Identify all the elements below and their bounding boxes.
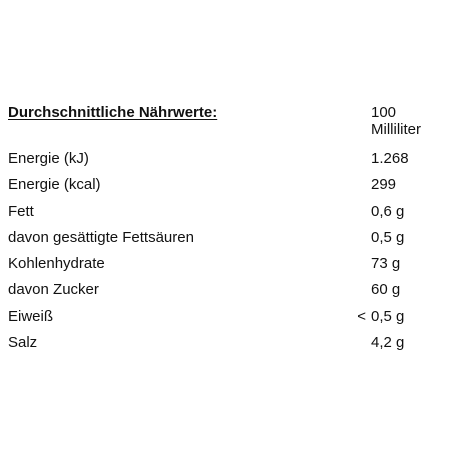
nutrient-prefix: < xyxy=(357,307,366,325)
nutrient-row-energy-kj xyxy=(8,150,448,176)
table-header xyxy=(8,104,448,138)
nutrient-row-protein xyxy=(8,308,448,334)
nutrient-row-saturated-fat xyxy=(8,229,448,255)
nutrient-label: davon Zucker xyxy=(8,281,99,299)
nutrient-label: Eiweiß xyxy=(8,307,54,325)
nutrient-row-carbohydrates xyxy=(8,255,448,281)
nutrient-value: 60 g xyxy=(371,281,401,299)
nutrient-value: 299 xyxy=(371,176,397,194)
nutrient-label: Energie (kJ) xyxy=(8,150,89,167)
nutrient-value: 0,5 g xyxy=(371,228,405,246)
nutrient-row-salt xyxy=(8,334,448,360)
nutrient-label: Salz xyxy=(8,334,38,352)
nutrient-value: 4,2 g xyxy=(371,334,405,352)
nutrient-label: Fett xyxy=(8,202,34,220)
nutrient-label: Energie (kcal) xyxy=(8,176,101,194)
nutrient-value: 0,6 g xyxy=(371,202,405,220)
nutrition-table xyxy=(8,104,448,352)
nutrient-row-sugar xyxy=(8,281,448,307)
table-title: Durchschnittliche Nährwerte: xyxy=(8,104,218,121)
nutrient-label: davon gesättigte Fettsäuren xyxy=(8,228,194,246)
nutrient-value: 73 g xyxy=(371,255,401,273)
nutrient-label: Kohlenhydrate xyxy=(8,255,105,273)
reference-unit: 100 Milliliter xyxy=(371,104,421,138)
nutrient-row-fat xyxy=(8,203,448,229)
nutrient-value: 0,5 g xyxy=(371,307,405,325)
nutrient-value: 1.268 xyxy=(371,150,409,167)
nutrient-rows xyxy=(8,150,448,360)
nutrient-row-energy-kcal xyxy=(8,176,448,202)
